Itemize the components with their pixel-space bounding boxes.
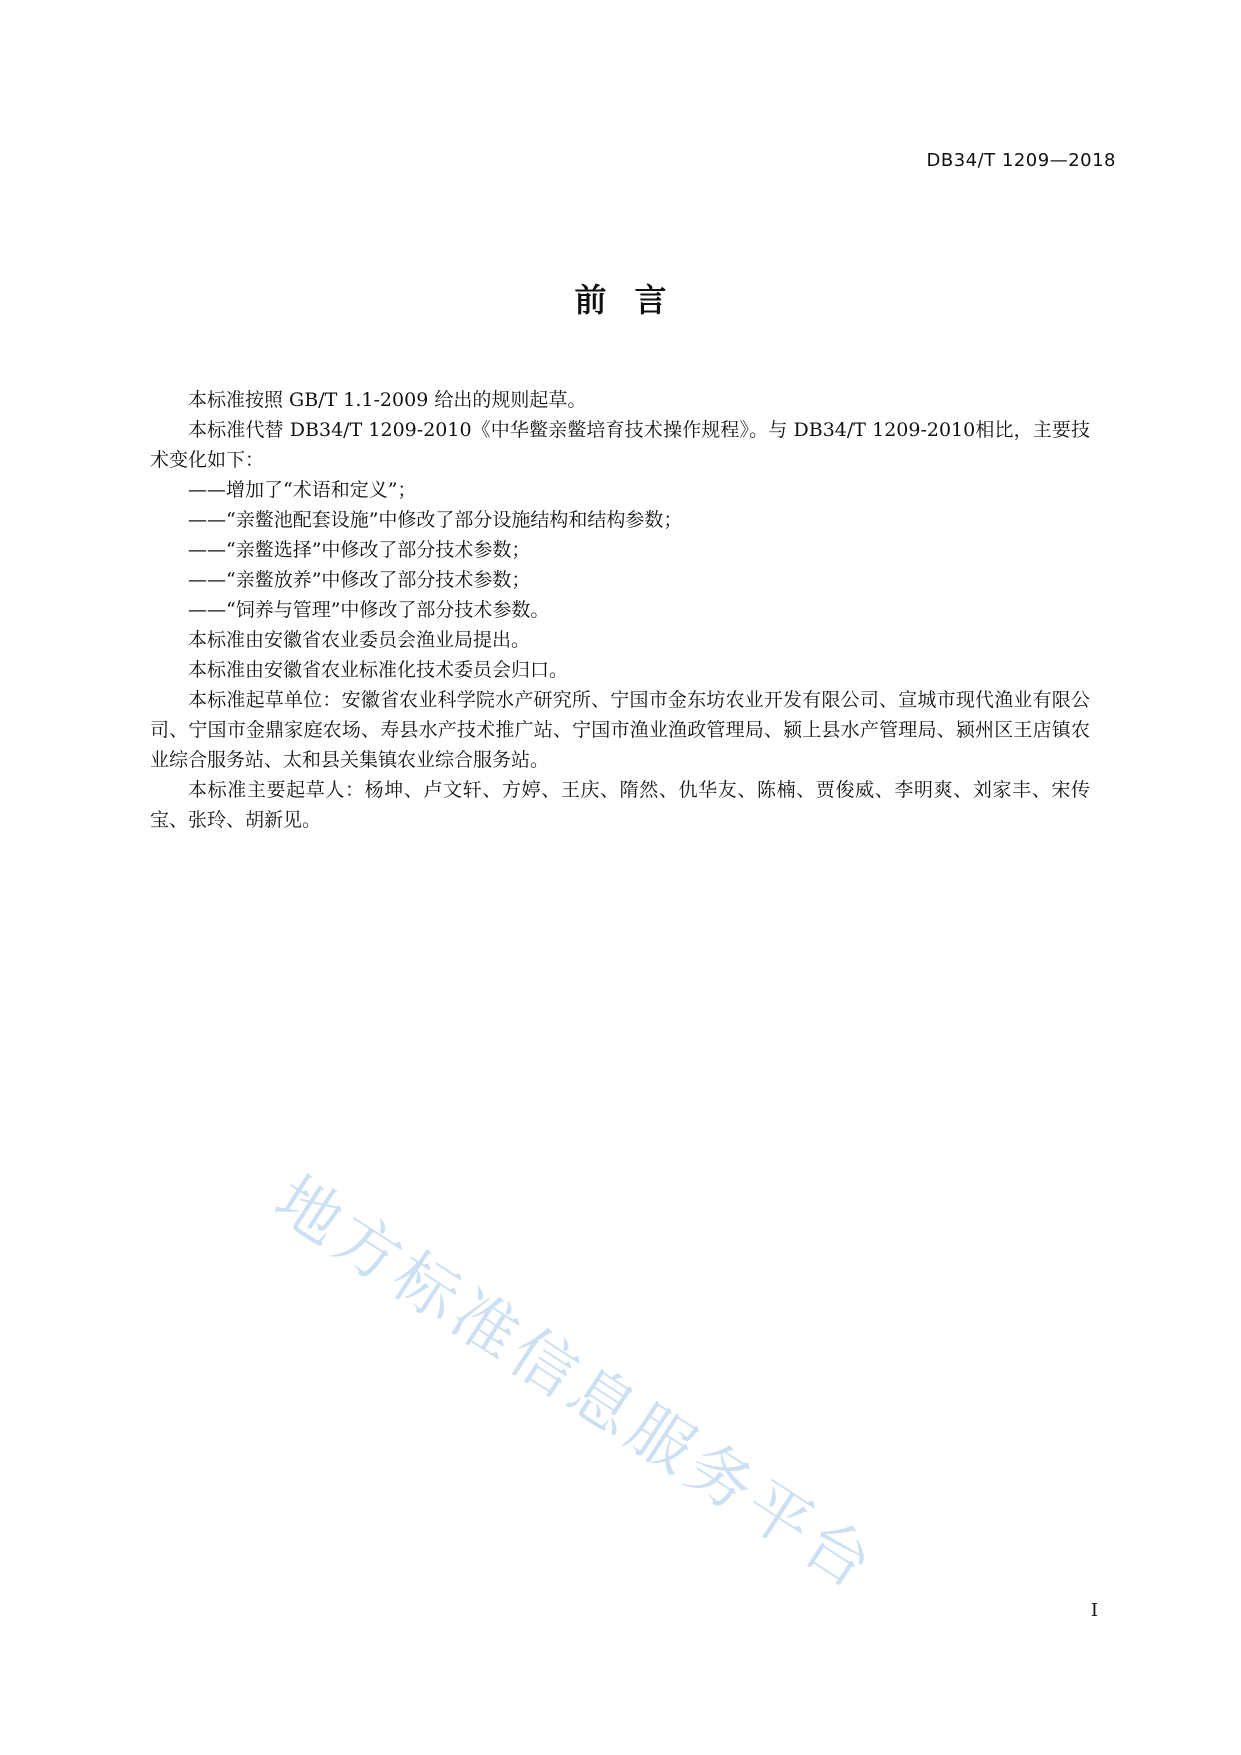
watermark: 地方标准信息服务平台 — [261, 1162, 889, 1606]
paragraph-proposer: 本标准由安徽省农业委员会渔业局提出。 — [188, 629, 531, 651]
paragraph-drafters: 本标准主要起草人：杨坤、卢文轩、方婷、王庆、隋然、仇华友、陈楠、贾俊威、李明爽、刘家丰、宋传宝、张玲、胡新见。 — [150, 779, 1090, 831]
foreword-body — [150, 385, 1090, 835]
change-item: ——“亲鳖放养”中修改了部分技术参数； — [188, 569, 531, 591]
paragraph-replacement: 本标准代替 DB34/T 1209-2010《中华鳖亲鳖培育技术操作规程》。与 DB34/T 1209-2010相比，主要技术变化如下： — [150, 419, 1090, 471]
paragraph-committee: 本标准由安徽省农业标准化技术委员会归口。 — [188, 659, 569, 681]
page-title: 前言 — [574, 281, 695, 319]
change-item: ——“饲养与管理”中修改了部分技术参数。 — [188, 599, 550, 621]
page-number: I — [1090, 1600, 1098, 1621]
change-item: ——“亲鳖池配套设施”中修改了部分设施结构和结构参数； — [188, 509, 683, 531]
paragraph-drafting-rules: 本标准按照 GB/T 1.1-2009 给出的规则起草。 — [188, 389, 587, 411]
paragraph-drafting-units: 本标准起草单位：安徽省农业科学院水产研究所、宁国市金东坊农业开发有限公司、宣城市现代渔业有限公司、宁国市金鼎家庭农场、寿县水产技术推广站、宁国市渔业渔政管理局、颍上县水产管理局、颍州区王店镇农业综合服务站、太和县关集镇农业综合服务站。 — [150, 689, 1090, 771]
change-item: ——增加了“术语和定义”； — [188, 479, 417, 501]
change-item: ——“亲鳖选择”中修改了部分技术参数； — [188, 539, 531, 561]
document-code: DB34/T 1209—2018 — [926, 150, 1116, 171]
